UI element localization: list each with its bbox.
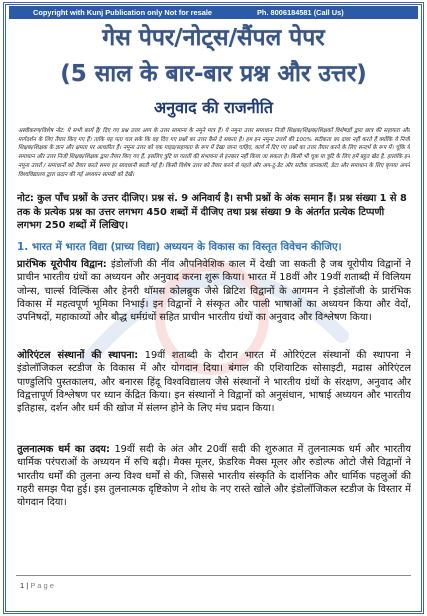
answer-paragraph <box>17 443 411 525</box>
question-heading <box>17 240 411 255</box>
paragraph-body: 19वीं शताब्दी के दौरान भारत में ओरिएंटल संस्थानों की स्थापना ने इंडोलॉजिकल स्टडीज के विकास में और योगदान दिया। बंगाल की एशियाटिक सोसाइटी, मद्रास ओरिएंटल पाण्डुलिपि पुस्तकालय, और बनारस हिंदू विश्वविद्यालय जैसे संस्थानों ने भारतीय ग्रंथों के संरक्षण, अनुवाद और विद्वत्तापूर्ण विश्लेषण पर ध्यान केंद्रित किया। इन संस्थानों ने विद्वानों को अनुसंधान, भाषाई अध्ययन और भारतीय इतिहास, दर्शन और धर्म की खोज में संलग्न होने के लिए मंच प्रदान किया। <box>17 350 411 415</box>
paragraph-body: इंडोलॉजी की नींव औपनिवेशिक काल में देखी जा सकती है जब यूरोपीय विद्वानों ने प्राचीन भारतीय ग्रंथों का अध्ययन और अनुवाद करना शुरू किया। भारत में 18वीं और 19वीं शताब्दी में विलियम जोन्स, चार्ल्स विल्किंस और हेनरी थॉमस कोलब्रुक जैसे ब्रिटिश विद्वानों के आगमन ने इंडोलॉजी के प्रारंभिक विकास में महत्वपूर्ण भूमिका निभाई। इन विद्वानों ने संस्कृत और पाली भाषाओं का अध्ययन किया और वेदों, उपनिषदों, महाकाव्यों और बौद्ध धर्मग्रंथों सहित प्राचीन भारतीय ग्रंथों का अनुवाद और विश्लेषण किया। <box>17 259 411 324</box>
copyright-notice: Copyright with Kunj Publication only Not for resale <box>33 8 213 17</box>
contact-phone: Ph. 8006184581 (Call Us) <box>257 8 344 17</box>
exam-instructions: नोट: कुल पाँच प्रश्नों के उत्तर दीजिए। प्रश्न सं. 9 अनिवार्य है। सभी प्रश्नों के अंक समान हैं। प्रश्न संख्या 1 से 8 तक के प्रत्येक प्रश्न का उत्तर लगभग 450 शब्दों में दीजिए तथा प्रश्न संख्या 9 के अंतर्गत प्रत्येक टिप्पणी लगभग 250 शब्दों में लिखिए। <box>17 193 407 231</box>
footer-separator: | <box>26 581 29 590</box>
subject-heading: अनुवाद की राजनीति <box>153 98 274 117</box>
question-number: 1. <box>17 241 29 253</box>
paragraph-body: 19वीं सदी के अंत और 20वीं सदी की शुरुआत में तुलनात्मक धर्म और भारतीय धार्मिक परंपराओं के अध्ययन में रुचि बढ़ी। मैक्स मूलर, फ्रेडरिक मैक्स मूलर और रुडोल्फ ओटो जैसे विद्वानों ने भारतीय धर्मों की तुलना अन्य विश्व धर्मों से की, जिससे भारतीय संस्कृति के दार्शनिक और धार्मिक पहलुओं की गहरी समझ पैदा हुई। इस तुलनात्मक दृष्टिकोण ने शोध के नए रास्ते खोले और इंडोलॉजिकल स्टडीज के विस्तार में योगदान दिया। <box>17 444 411 509</box>
answer-paragraph <box>17 258 411 340</box>
page-footer <box>20 580 54 592</box>
paragraph-heading: तुलनात्मक धर्म का उदय: <box>17 444 110 455</box>
paragraph-heading: प्रारंभिक यूरोपीय विद्वान: <box>17 259 107 270</box>
page-label: P a g e <box>30 581 54 590</box>
page-number: 1 <box>20 581 25 590</box>
disclaimer-text: अस्वीकरण/विशेष नोट: ये सभी कार्य हैं/ दिए गए प्रश्न उत्तर आप के उत्तर सामान्य के नमूने मात्र हैं। ये नमूना उत्तर समाधान निजी शिक्षक/शिक्षक/शिक्षकों विशेषज्ञों द्वारा छात्र की सहायता और मार्गदर्शन के लिए तैयार किए गए हैं। ताकि यह पता चल सके कि वह दिए गए प्रश्नों का उत्तर कैसे दे सकता है। हम इन नमूना उत्तरों की 100% सटीकता का दावा नहीं करते हैं क्योंकि ये निजी शिक्षक/शिक्षक के ज्ञान और क्षमता पर आधारित हैं। नमूना उत्तर को एक गाइड/सहायता के रूप में देखा जाना चाहिए, कार्य में दिए गए प्रश्नों का उत्तर तैयार करने के लिए सन्दर्भ के रूप में। चूंकि ये समाधान और उत्तर निजी शिक्षक/शिक्षक द्वारा तैयार किए गए हैं, इसलिए त्रुटि या गलती की संभावना से इनकार नहीं किया जा सकता है। किसी भी चूक या त्रुटि के लिए हमें बहुत खेद है, हालांकि इन नमूना उत्तरों / समाधानों को तैयार करते समय हर सावधानी बरती गई है। किसी विशेष उत्तर को तैयार करने से पहले और अप-टू-डेट और सटीक जानकारी, डेटा और समाधान के लिए कृपया अपने विश्वविद्यालय द्वारा प्रदान की गई अध्ययन सामग्री को देखें। <box>18 128 410 178</box>
question-text: भारत में भारत विद्या (प्राच्य विद्या) अध्ययन के विकास का विस्तृत विवेचन कीजिए। <box>31 241 342 253</box>
footer-divider <box>16 575 411 576</box>
document-subtitle: (5 साल के बार-बार प्रश्न और उत्तर) <box>60 61 367 87</box>
copyright-banner <box>9 6 418 19</box>
document-title: गेस पेपर/नोट्स/सैंपल पेपर <box>102 25 325 51</box>
answer-paragraph <box>17 349 411 431</box>
paragraph-heading: ओरिएंटल संस्थानों की स्थापना: <box>17 350 139 361</box>
